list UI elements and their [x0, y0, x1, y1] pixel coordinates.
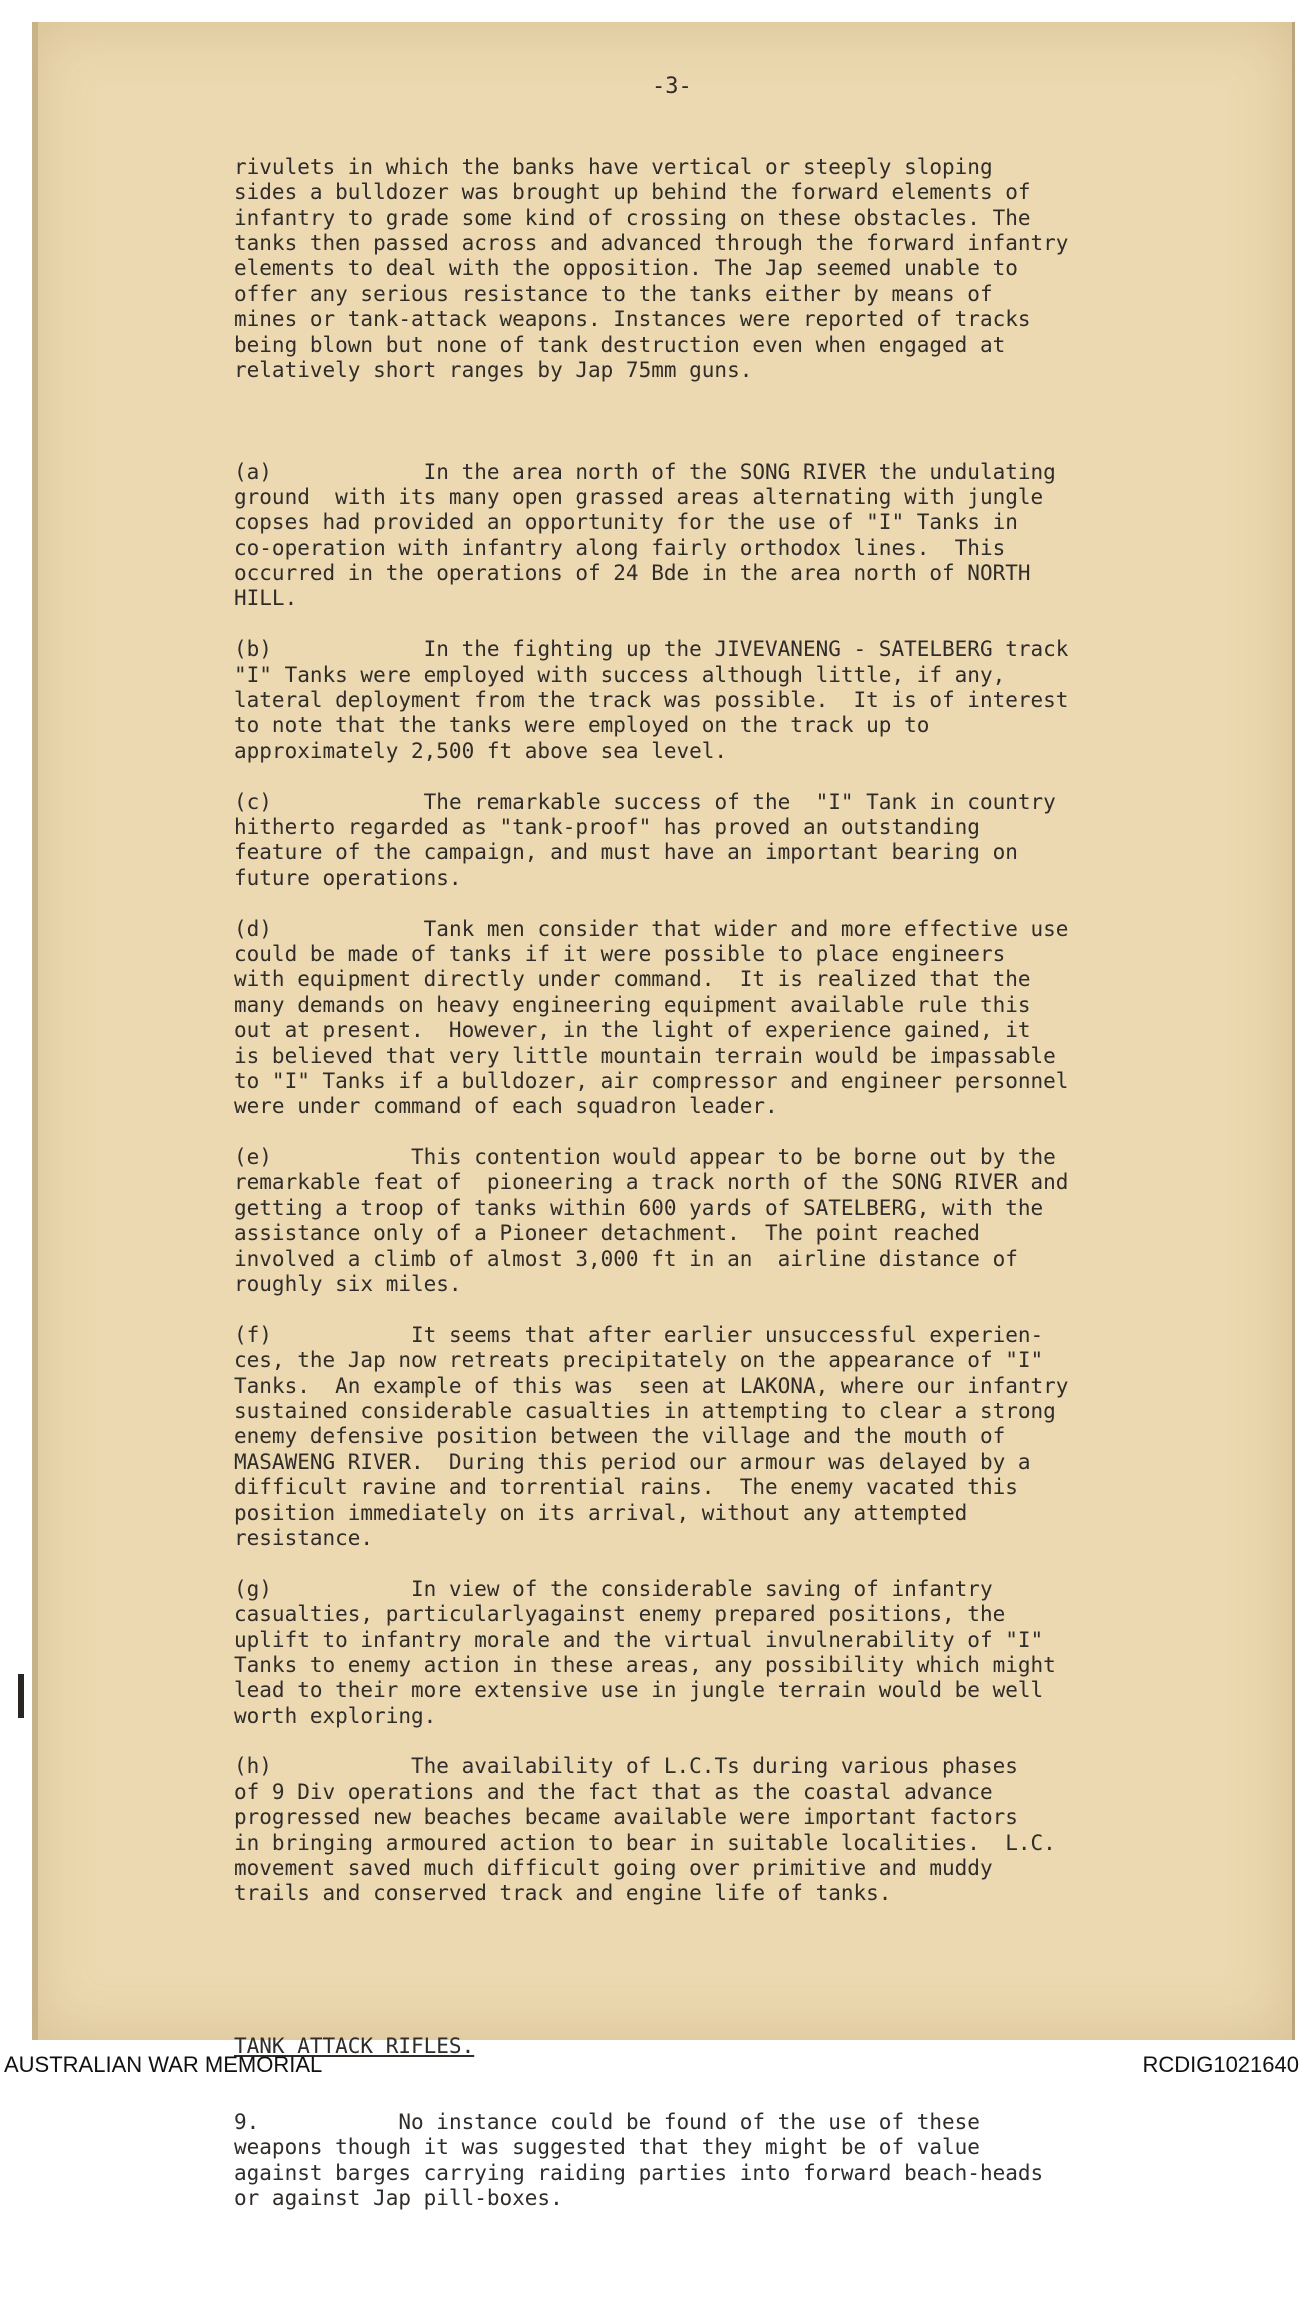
paragraph-text: MASAWENG RIVER. During this period our armour was delayed by a	[234, 1449, 1031, 1474]
text-line	[234, 663, 1264, 688]
section-text: or against Jap pill-boxes.	[234, 2186, 563, 2211]
text-line	[234, 1145, 1264, 1170]
paragraph-text: were under command of each squadron leader.	[234, 1094, 778, 1119]
text-line	[234, 713, 1264, 738]
text-line	[234, 1196, 1264, 1221]
text-line	[234, 1094, 1264, 1119]
text-line: infantry to grade some kind of crossing on these obstacles. The	[234, 205, 1031, 230]
paragraph-text: In view of the considerable saving of infantry	[271, 1576, 993, 1601]
paragraph-gap	[234, 764, 1264, 789]
paragraph-text: Tank men consider that wider and more effective use	[271, 916, 1069, 941]
paragraph-text: roughly six miles.	[234, 1272, 462, 1297]
text-line	[234, 2161, 1264, 2186]
paragraph-text: in bringing armoured action to bear in suitable localities. L.C.	[234, 1830, 1056, 1855]
paragraph-label: (e)	[234, 1145, 272, 1170]
paragraph-text: getting a troop of tanks within 600 yards of SATELBERG, with the	[234, 1195, 1044, 1220]
paragraph-text: movement saved much difficult going over primitive and muddy	[234, 1856, 993, 1881]
text-line	[234, 1526, 1264, 1551]
text-line	[234, 1501, 1264, 1526]
paragraph	[234, 917, 1264, 1146]
text-line	[234, 586, 1264, 611]
paragraph-gap	[234, 383, 1264, 408]
paragraph-gap	[234, 891, 1264, 916]
section-9-body	[234, 2110, 1264, 2212]
text-line	[234, 510, 1264, 535]
text-line	[234, 1704, 1264, 1729]
text-line	[234, 688, 1264, 713]
paragraph-text: is believed that very little mountain terrain would be impassable	[234, 1043, 1056, 1068]
text-line	[234, 2110, 1264, 2135]
paragraph-text: copses had provided an opportunity for the use of "I" Tanks in	[234, 510, 1018, 535]
paragraph-text: This contention would appear to be borne out by the	[271, 1145, 1056, 1170]
paragraph-text: to note that the tanks were employed on the track up to	[234, 713, 930, 738]
ink-mark	[18, 1674, 24, 1718]
paragraph-text: difficult ravine and torrential rains. The enemy vacated this	[234, 1475, 1018, 1500]
paragraph-text: HILL.	[234, 586, 298, 611]
text-line	[234, 1805, 1264, 1830]
paragraph-text: sustained considerable casualties in attempting to clear a strong	[234, 1398, 1056, 1423]
text-line	[234, 460, 1264, 485]
text-line	[234, 815, 1264, 840]
paragraph	[234, 1577, 1264, 1755]
paragraph-gap	[234, 612, 1264, 637]
paragraph-gap	[234, 1120, 1264, 1145]
paragraph-text: out at present. However, in the light of experience gained, it	[234, 1018, 1031, 1043]
paragraph-gap	[234, 1551, 1264, 1576]
text-line: relatively short ranges by Jap 75mm guns.	[234, 357, 753, 382]
paragraph-text: In the fighting up the JIVEVANENG - SATELBERG track	[271, 637, 1069, 662]
page-number: -3-	[652, 74, 692, 99]
text-line	[234, 790, 1264, 815]
paragraph-gap	[234, 1297, 1264, 1322]
paragraph-gap	[234, 1907, 1264, 1932]
text-line	[234, 1348, 1264, 1373]
paragraph-text: future operations.	[234, 865, 462, 890]
paragraph-text: co-operation with infantry along fairly orthodox lines. This	[234, 535, 1006, 560]
paragraph	[234, 790, 1264, 917]
text-line	[234, 1780, 1264, 1805]
text-line	[234, 1754, 1264, 1779]
paragraph-text: casualties, particularlyagainst enemy prepared positions, the	[234, 1602, 1006, 1627]
paragraph-text: hitherto regarded as "tank-proof" has proved an outstanding	[234, 815, 980, 839]
paragraph-text: uplift to infantry morale and the virtual invulnerability of "I"	[234, 1627, 1044, 1652]
archive-footer	[0, 2044, 1307, 2082]
paragraph	[234, 1754, 1264, 1932]
text-line	[234, 1399, 1264, 1424]
paragraph-text: It seems that after earlier unsuccessful experien-	[271, 1322, 1044, 1347]
footer-reference: RCDIG1021640	[1142, 2052, 1299, 2077]
paragraph-text: The remarkable success of the "I" Tank in country	[271, 789, 1056, 814]
paragraph-text: trails and conserved track and engine life of tanks.	[234, 1881, 892, 1906]
text-line	[234, 1069, 1264, 1094]
text-line	[234, 967, 1264, 992]
section-text: No instance could be found of the use of these	[259, 2110, 980, 2135]
text-line: offer any serious resistance to the tanks either by means of	[234, 281, 993, 306]
text-line	[234, 1628, 1264, 1653]
text-line: tanks then passed across and advanced through the forward infantry	[234, 230, 1069, 255]
page-edge	[32, 22, 38, 2040]
text-line	[234, 866, 1264, 891]
paragraph-text: resistance.	[234, 1525, 374, 1550]
text-line	[234, 1577, 1264, 1602]
text-line	[234, 1831, 1264, 1856]
paragraph-text: of 9 Div operations and the fact that as the coastal advance	[234, 1779, 993, 1804]
text-line	[234, 485, 1264, 510]
paragraph-label: (f)	[234, 1322, 272, 1347]
typed-text-body	[234, 104, 1264, 2313]
text-line	[234, 1856, 1264, 1881]
section-text: against barges carrying raiding parties into forward beach-heads	[234, 2160, 1044, 2185]
paragraph-text: "I" Tanks were employed with success although little, if any,	[234, 662, 1006, 687]
text-line	[234, 1450, 1264, 1475]
text-line: elements to deal with the opposition. The Jap seemed unable to	[234, 256, 1018, 281]
paragraph	[234, 637, 1264, 789]
paragraph-text: feature of the campaign, and must have an important bearing on	[234, 840, 1018, 865]
paragraph-text: ces, the Jap now retreats precipitately on the appearance of "I"	[234, 1348, 1044, 1373]
paragraph-text: assistance only of a Pioneer detachment. The point reached	[234, 1221, 980, 1246]
text-line	[234, 1475, 1264, 1500]
text-line	[234, 917, 1264, 942]
paragraph-text: involved a climb of almost 3,000 ft in an airline distance of	[234, 1246, 1018, 1271]
paragraph-text: ground with its many open grassed areas alternating with jungle	[234, 484, 1044, 509]
text-line	[234, 1374, 1264, 1399]
text-line	[234, 993, 1264, 1018]
text-line	[234, 1653, 1264, 1678]
text-line	[234, 1424, 1264, 1449]
paragraph-label: (d)	[234, 916, 272, 941]
text-line	[234, 1247, 1264, 1272]
text-line	[234, 1044, 1264, 1069]
paragraph-text: approximately 2,500 ft above sea level.	[234, 738, 728, 763]
intro-paragraph	[234, 155, 1264, 409]
text-line	[234, 1602, 1264, 1627]
text-line	[234, 942, 1264, 967]
text-line	[234, 637, 1264, 662]
paragraph-text: worth exploring.	[234, 1703, 437, 1728]
paragraph-text: with equipment directly under command. It is realized that the	[234, 967, 1031, 992]
paragraph-text: lead to their more extensive use in jungle terrain would be well	[234, 1678, 1044, 1703]
paragraph-text: The availability of L.C.Ts during various phases	[271, 1754, 1018, 1779]
text-line: rivulets in which the banks have vertical or steeply sloping	[234, 154, 993, 179]
paragraph-text: In the area north of the SONG RIVER the undulating	[271, 459, 1056, 484]
paragraph-text: Tanks. An example of this was seen at LAKONA, where our infantry	[234, 1373, 1069, 1398]
paragraph-text: enemy defensive position between the village and the mouth of	[234, 1424, 1006, 1449]
section-number: 9.	[234, 2110, 260, 2135]
paragraph-text: Tanks to enemy action in these areas, any possibility which might	[234, 1652, 1056, 1677]
paragraph-text: could be made of tanks if it were possible to place engineers	[234, 941, 1006, 966]
text-line	[234, 840, 1264, 865]
paragraph-text: lateral deployment from the track was possible. It is of interest	[234, 688, 1069, 713]
paragraph	[234, 460, 1264, 638]
paragraph-text: to "I" Tanks if a bulldozer, air compressor and engineer personnel	[234, 1068, 1069, 1093]
text-line	[234, 1221, 1264, 1246]
paragraph-label: (h)	[234, 1754, 272, 1779]
text-line	[234, 536, 1264, 561]
text-line	[234, 2186, 1264, 2211]
text-line	[234, 1018, 1264, 1043]
paragraph	[234, 1323, 1264, 1577]
paragraph-text: position immediately on its arrival, without any attempted	[234, 1500, 968, 1525]
text-line	[234, 1272, 1264, 1297]
text-line	[234, 1678, 1264, 1703]
text-line	[234, 1323, 1264, 1348]
text-line: being blown but none of tank destruction even when engaged at	[234, 332, 1006, 357]
paragraph-text: occurred in the operations of 24 Bde in the area north of NORTH	[234, 561, 1031, 586]
text-line	[234, 1881, 1264, 1906]
paragraph	[234, 1145, 1264, 1323]
text-line	[234, 2135, 1264, 2160]
text-line	[234, 739, 1264, 764]
section-9	[234, 1983, 1264, 2262]
paragraph-text: remarkable feat of pioneering a track north of the SONG RIVER and	[234, 1170, 1069, 1195]
lettered-paragraphs	[234, 460, 1264, 1933]
paragraph-label: (g)	[234, 1576, 272, 1601]
footer-institution: AUSTRALIAN WAR MEMORIAL	[4, 2052, 323, 2077]
paragraph-label: (a)	[234, 459, 272, 484]
paragraph-text: progressed new beaches became available were important factors	[234, 1805, 1018, 1830]
text-line	[234, 561, 1264, 586]
paragraph-label: (b)	[234, 637, 272, 662]
section-heading: TANK ATTACK RIFLES.	[234, 2033, 475, 2058]
text-line: mines or tank-attack weapons. Instances were reported of tracks	[234, 307, 1031, 332]
text-line: sides a bulldozer was brought up behind the forward elements of	[234, 180, 1031, 205]
section-text: weapons though it was suggested that they might be of value	[234, 2135, 980, 2160]
paragraph-gap	[234, 1729, 1264, 1754]
paragraph-text: many demands on heavy engineering equipment available rule this	[234, 992, 1031, 1017]
paragraph-label: (c)	[234, 789, 272, 814]
text-line	[234, 1170, 1264, 1195]
